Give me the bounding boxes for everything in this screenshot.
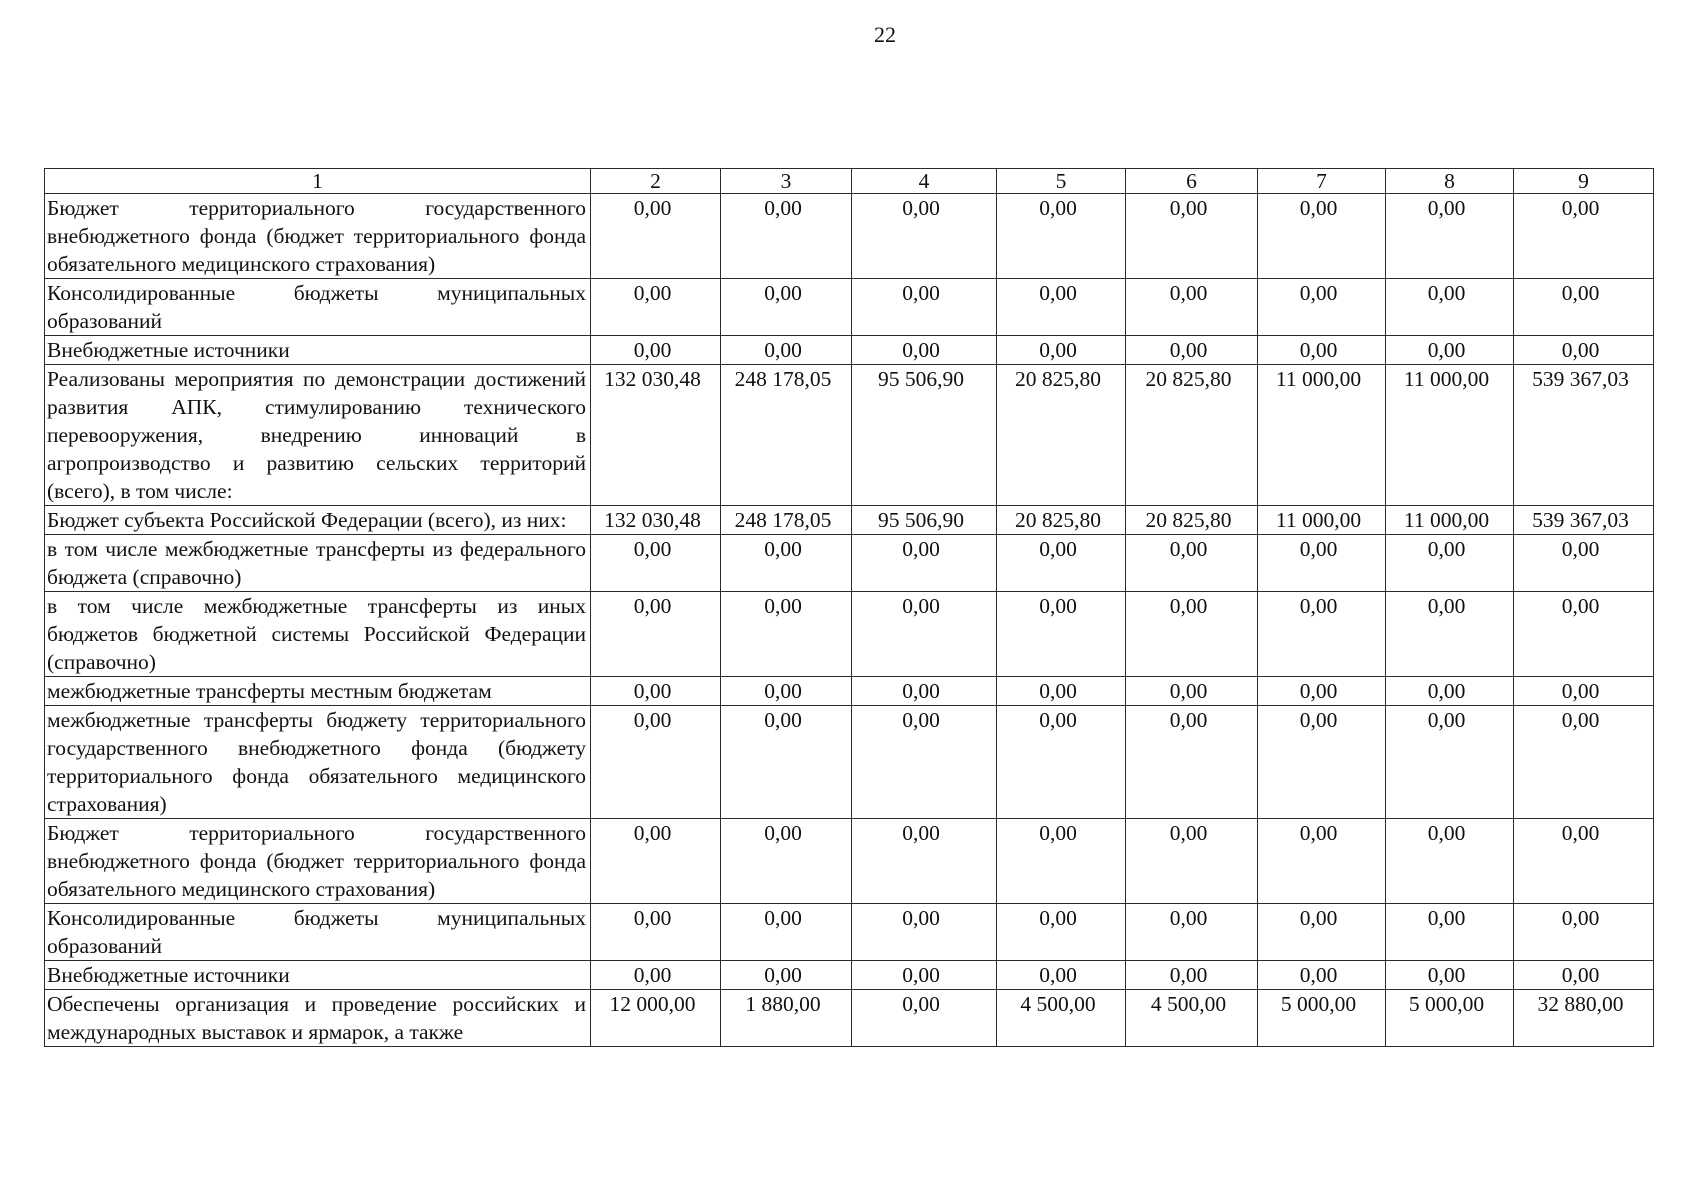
- value-cell: 0,00: [721, 535, 852, 592]
- value-cell: 0,00: [1514, 961, 1654, 990]
- value-cell: 0,00: [721, 961, 852, 990]
- value-cell: 0,00: [1258, 336, 1386, 365]
- header-row: [45, 169, 1654, 194]
- table-row: [45, 904, 1654, 961]
- value-cell: 0,00: [852, 194, 997, 279]
- value-cell: 0,00: [1258, 706, 1386, 819]
- value-cell: 0,00: [1514, 677, 1654, 706]
- table-header: [45, 169, 1654, 194]
- value-cell: 0,00: [1386, 904, 1514, 961]
- value-cell: 0,00: [1126, 535, 1258, 592]
- value-cell: 0,00: [1126, 194, 1258, 279]
- column-header: 9: [1514, 169, 1654, 194]
- value-cell: 20 825,80: [1126, 365, 1258, 506]
- value-cell: 0,00: [997, 904, 1126, 961]
- row-label: Внебюджетные источники: [45, 961, 591, 990]
- value-cell: 248 178,05: [721, 506, 852, 535]
- table-row: [45, 365, 1654, 506]
- value-cell: 0,00: [1258, 279, 1386, 336]
- value-cell: 0,00: [997, 706, 1126, 819]
- value-cell: 1 880,00: [721, 990, 852, 1047]
- column-header: 4: [852, 169, 997, 194]
- row-label: Внебюджетные источники: [45, 336, 591, 365]
- column-header: 2: [591, 169, 721, 194]
- value-cell: 11 000,00: [1386, 365, 1514, 506]
- row-label: Консолидированные бюджеты муниципальных образований: [45, 904, 591, 961]
- value-cell: 0,00: [852, 336, 997, 365]
- value-cell: 0,00: [1126, 904, 1258, 961]
- row-label: Бюджет субъекта Российской Федерации (всего), из них:: [45, 506, 591, 535]
- value-cell: 11 000,00: [1386, 506, 1514, 535]
- value-cell: 5 000,00: [1386, 990, 1514, 1047]
- column-header: 1: [45, 169, 591, 194]
- column-header: 6: [1126, 169, 1258, 194]
- value-cell: 0,00: [721, 194, 852, 279]
- value-cell: 0,00: [591, 535, 721, 592]
- row-label: в том числе межбюджетные трансферты из иных бюджетов бюджетной системы Российской Федерации (справочно): [45, 592, 591, 677]
- value-cell: 0,00: [591, 706, 721, 819]
- value-cell: 0,00: [1126, 336, 1258, 365]
- value-cell: 0,00: [1514, 706, 1654, 819]
- value-cell: 0,00: [997, 535, 1126, 592]
- value-cell: 0,00: [1386, 819, 1514, 904]
- value-cell: 0,00: [852, 592, 997, 677]
- value-cell: 12 000,00: [591, 990, 721, 1047]
- value-cell: 20 825,80: [1126, 506, 1258, 535]
- value-cell: 539 367,03: [1514, 506, 1654, 535]
- value-cell: 0,00: [1514, 819, 1654, 904]
- value-cell: 0,00: [1126, 961, 1258, 990]
- value-cell: 0,00: [1514, 279, 1654, 336]
- value-cell: 0,00: [997, 194, 1126, 279]
- value-cell: 0,00: [1126, 677, 1258, 706]
- value-cell: 0,00: [591, 961, 721, 990]
- value-cell: 0,00: [1386, 194, 1514, 279]
- value-cell: 4 500,00: [1126, 990, 1258, 1047]
- table-row: [45, 961, 1654, 990]
- value-cell: 132 030,48: [591, 365, 721, 506]
- value-cell: 0,00: [591, 819, 721, 904]
- row-label: Бюджет территориального государственного внебюджетного фонда (бюджет территориального фонда обязательного медицинского страхования): [45, 819, 591, 904]
- value-cell: 0,00: [997, 961, 1126, 990]
- value-cell: 20 825,80: [997, 506, 1126, 535]
- table-row: [45, 677, 1654, 706]
- value-cell: 0,00: [1514, 336, 1654, 365]
- row-label: Реализованы мероприятия по демонстрации достижений развития АПК, стимулированию технического перевооружения, внедрению инноваций в агропроизводство и развитию сельских территорий (всего), в том числе:: [45, 365, 591, 506]
- row-label: межбюджетные трансферты бюджету территориального государственного внебюджетного фонда (бюджету территориального фонда обязательного медицинского страхования): [45, 706, 591, 819]
- table-row: [45, 506, 1654, 535]
- budget-table: [44, 168, 1654, 1047]
- value-cell: 0,00: [997, 819, 1126, 904]
- value-cell: 0,00: [1126, 706, 1258, 819]
- value-cell: 0,00: [591, 194, 721, 279]
- value-cell: 0,00: [1126, 819, 1258, 904]
- value-cell: 0,00: [997, 336, 1126, 365]
- value-cell: 0,00: [997, 279, 1126, 336]
- value-cell: 0,00: [1386, 336, 1514, 365]
- value-cell: 0,00: [852, 961, 997, 990]
- value-cell: 0,00: [852, 990, 997, 1047]
- value-cell: 0,00: [852, 535, 997, 592]
- value-cell: 0,00: [997, 677, 1126, 706]
- value-cell: 0,00: [1386, 677, 1514, 706]
- row-label: Бюджет территориального государственного внебюджетного фонда (бюджет территориального фонда обязательного медицинского страхования): [45, 194, 591, 279]
- value-cell: 32 880,00: [1514, 990, 1654, 1047]
- table-row: [45, 194, 1654, 279]
- value-cell: 0,00: [721, 279, 852, 336]
- table-row: [45, 336, 1654, 365]
- value-cell: 20 825,80: [997, 365, 1126, 506]
- value-cell: 0,00: [852, 904, 997, 961]
- value-cell: 0,00: [852, 706, 997, 819]
- value-cell: 0,00: [1258, 961, 1386, 990]
- value-cell: 11 000,00: [1258, 506, 1386, 535]
- table-row: [45, 990, 1654, 1047]
- value-cell: 0,00: [997, 592, 1126, 677]
- table-row: [45, 819, 1654, 904]
- value-cell: 0,00: [1386, 961, 1514, 990]
- value-cell: 0,00: [721, 592, 852, 677]
- value-cell: 0,00: [852, 819, 997, 904]
- value-cell: 95 506,90: [852, 365, 997, 506]
- row-label: Обеспечены организация и проведение российских и международных выставок и ярмарок, а также: [45, 990, 591, 1047]
- table-row: [45, 279, 1654, 336]
- value-cell: 0,00: [1258, 677, 1386, 706]
- table-row: [45, 592, 1654, 677]
- value-cell: 0,00: [1386, 535, 1514, 592]
- value-cell: 0,00: [1514, 592, 1654, 677]
- value-cell: 0,00: [852, 279, 997, 336]
- value-cell: 0,00: [721, 819, 852, 904]
- value-cell: 0,00: [1126, 592, 1258, 677]
- table-row: [45, 535, 1654, 592]
- value-cell: 0,00: [1514, 194, 1654, 279]
- value-cell: 132 030,48: [591, 506, 721, 535]
- value-cell: 0,00: [1258, 904, 1386, 961]
- value-cell: 0,00: [1514, 535, 1654, 592]
- value-cell: 95 506,90: [852, 506, 997, 535]
- table-body: [45, 194, 1654, 1047]
- value-cell: 0,00: [721, 336, 852, 365]
- value-cell: 5 000,00: [1258, 990, 1386, 1047]
- table-row: [45, 706, 1654, 819]
- column-header: 8: [1386, 169, 1514, 194]
- value-cell: 0,00: [1258, 535, 1386, 592]
- column-header: 7: [1258, 169, 1386, 194]
- row-label: межбюджетные трансферты местным бюджетам: [45, 677, 591, 706]
- value-cell: 0,00: [1258, 194, 1386, 279]
- value-cell: 0,00: [591, 279, 721, 336]
- value-cell: 4 500,00: [997, 990, 1126, 1047]
- column-header: 3: [721, 169, 852, 194]
- value-cell: 539 367,03: [1514, 365, 1654, 506]
- column-header: 5: [997, 169, 1126, 194]
- value-cell: 11 000,00: [1258, 365, 1386, 506]
- value-cell: 0,00: [852, 677, 997, 706]
- value-cell: 248 178,05: [721, 365, 852, 506]
- value-cell: 0,00: [591, 677, 721, 706]
- page-number: 22: [874, 22, 896, 47]
- value-cell: 0,00: [721, 904, 852, 961]
- value-cell: 0,00: [1386, 706, 1514, 819]
- value-cell: 0,00: [1258, 819, 1386, 904]
- value-cell: 0,00: [1386, 279, 1514, 336]
- value-cell: 0,00: [721, 677, 852, 706]
- value-cell: 0,00: [591, 904, 721, 961]
- value-cell: 0,00: [721, 706, 852, 819]
- value-cell: 0,00: [1514, 904, 1654, 961]
- value-cell: 0,00: [1126, 279, 1258, 336]
- value-cell: 0,00: [1258, 592, 1386, 677]
- value-cell: 0,00: [591, 336, 721, 365]
- value-cell: 0,00: [591, 592, 721, 677]
- value-cell: 0,00: [1386, 592, 1514, 677]
- row-label: Консолидированные бюджеты муниципальных образований: [45, 279, 591, 336]
- row-label: в том числе межбюджетные трансферты из федерального бюджета (справочно): [45, 535, 591, 592]
